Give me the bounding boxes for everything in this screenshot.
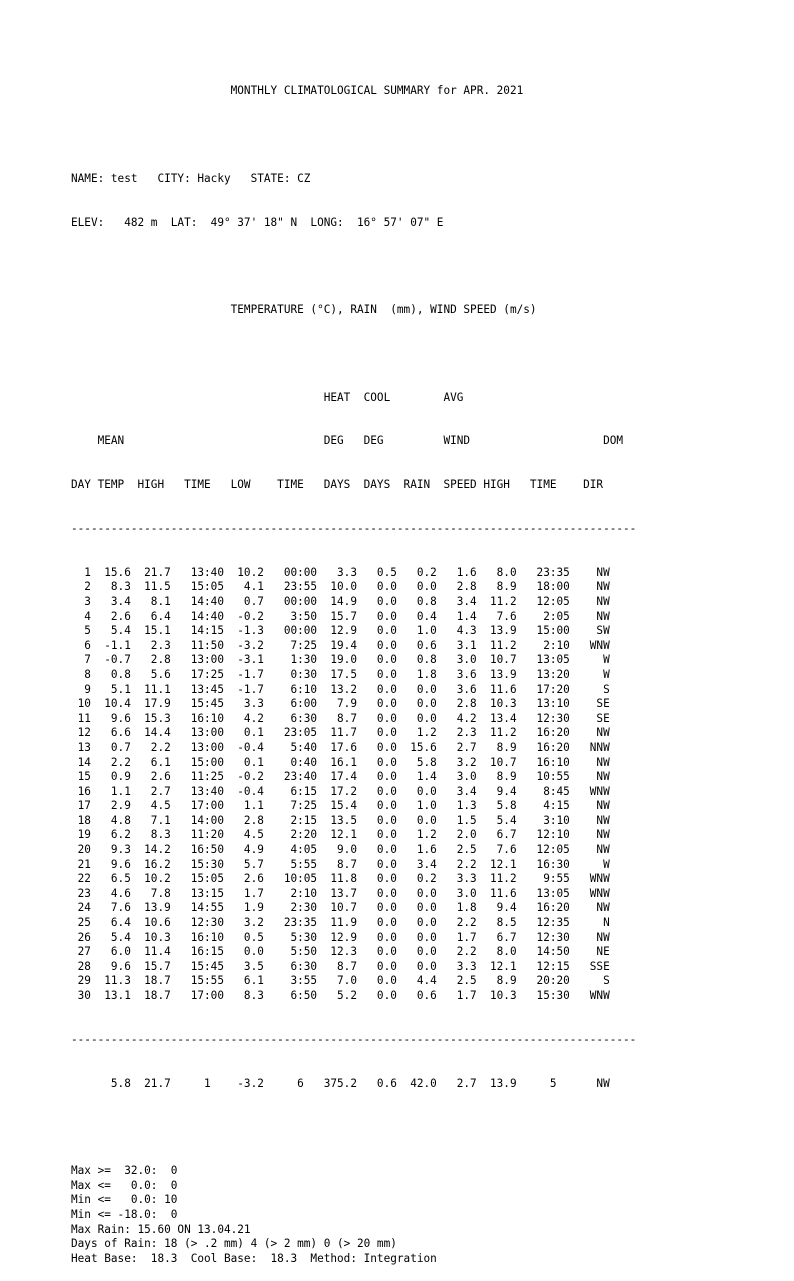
- footer-line: Max >= 32.0: 0: [71, 1164, 178, 1178]
- table-rule-bottom: -------------------------------------------------------------------------------------: [71, 1032, 637, 1046]
- footer-line: Days of Rain: 18 (> .2 mm) 4 (> 2 mm) 0 (> 20 mm): [71, 1237, 397, 1251]
- table-row: 2 8.3 11.5 15:05 4.1 23:55 10.0 0.0 0.0 2.8 8.9 18:00 NW: [71, 580, 610, 594]
- table-row: 3 3.4 8.1 14:40 0.7 00:00 14.9 0.0 0.8 3.4 11.2 12:05 NW: [71, 594, 610, 608]
- table-row: 1 15.6 21.7 13:40 10.2 00:00 3.3 0.5 0.2 1.6 8.0 23:35 NW: [71, 565, 610, 579]
- table-row: 5 5.4 15.1 14:15 -1.3 00:00 12.9 0.0 1.0 4.3 13.9 15:00 SW: [71, 624, 610, 638]
- table-row: 29 11.3 18.7 15:55 6.1 3:55 7.0 0.0 4.4 2.5 8.9 20:20 S: [71, 974, 610, 988]
- table-row: 20 9.3 14.2 16:50 4.9 4:05 9.0 0.0 1.6 2.5 7.6 12:05 NW: [71, 843, 610, 857]
- table-row: 8 0.8 5.6 17:25 -1.7 0:30 17.5 0.0 1.8 3.6 13.9 13:20 W: [71, 667, 610, 681]
- table-row: 26 5.4 10.3 16:10 0.5 5:30 12.9 0.0 0.0 1.7 6.7 12:30 NW: [71, 930, 610, 944]
- table-row: 17 2.9 4.5 17:00 1.1 7:25 15.4 0.0 1.0 1.3 5.8 4:15 NW: [71, 799, 610, 813]
- table-row: 6 -1.1 2.3 11:50 -3.2 7:25 19.4 0.0 0.6 3.1 11.2 2:10 WNW: [71, 638, 610, 652]
- table-header-line: DAY TEMP HIGH TIME LOW TIME DAYS DAYS RAIN SPEED HIGH TIME DIR: [71, 478, 604, 492]
- table-row: 21 9.6 16.2 15:30 5.7 5:55 8.7 0.0 3.4 2.2 12.1 16:30 W: [71, 857, 610, 871]
- table-header-line: MEAN DEG DEG WIND DOM: [71, 434, 624, 448]
- table-row: 23 4.6 7.8 13:15 1.7 2:10 13.7 0.0 0.0 3.0 11.6 13:05 WNW: [71, 886, 610, 900]
- climatological-report: [71, 55, 636, 1281]
- blank-line: [71, 128, 636, 143]
- units-line: TEMPERATURE (°C), RAIN (mm), WIND SPEED (m/s): [71, 303, 537, 317]
- table-row: 15 0.9 2.6 11:25 -0.2 23:40 17.4 0.0 1.4 3.0 8.9 10:55 NW: [71, 770, 610, 784]
- table-header-line: HEAT COOL AVG: [71, 390, 464, 404]
- table-row: 27 6.0 11.4 16:15 0.0 5:50 12.3 0.0 0.0 2.2 8.0 14:50 NE: [71, 945, 610, 959]
- footer-line: Max Rain: 15.60 ON 13.04.21: [71, 1222, 251, 1236]
- table-row: 18 4.8 7.1 14:00 2.8 2:15 13.5 0.0 0.0 1.5 5.4 3:10 NW: [71, 813, 610, 827]
- table-row: 11 9.6 15.3 16:10 4.2 6:30 8.7 0.0 0.0 4.2 13.4 12:30 SE: [71, 711, 610, 725]
- table-row: 25 6.4 10.6 12:30 3.2 23:35 11.9 0.0 0.0 2.2 8.5 12:35 N: [71, 916, 610, 930]
- daily-rows: [71, 566, 636, 1004]
- table-rule-top: -------------------------------------------------------------------------------------: [71, 522, 637, 535]
- blank-line: [71, 347, 636, 362]
- table-row: 13 0.7 2.2 13:00 -0.4 5:40 17.6 0.0 15.6 2.7 8.9 16:20 NNW: [71, 740, 610, 754]
- table-row: 19 6.2 8.3 11:20 4.5 2:20 12.1 0.0 1.2 2.0 6.7 12:10 NW: [71, 828, 610, 842]
- table-row: 14 2.2 6.1 15:00 0.1 0:40 16.1 0.0 5.8 3.2 10.7 16:10 NW: [71, 755, 610, 769]
- table-row: 4 2.6 6.4 14:40 -0.2 3:50 15.7 0.0 0.4 1.4 7.6 2:05 NW: [71, 609, 610, 623]
- summary-row: 5.8 21.7 1 -3.2 6 375.2 0.6 42.0 2.7 13.9 5 NW: [71, 1076, 610, 1090]
- table-row: 10 10.4 17.9 15:45 3.3 6:00 7.9 0.0 0.0 2.8 10.3 13:10 SE: [71, 697, 610, 711]
- footer-line: Max <= 0.0: 0: [71, 1178, 178, 1192]
- footer-line: Min <= 0.0: 10: [71, 1193, 178, 1207]
- report-title: MONTHLY CLIMATOLOGICAL SUMMARY for APR. 2021: [71, 84, 524, 98]
- table-row: 7 -0.7 2.8 13:00 -3.1 1:30 19.0 0.0 0.8 3.0 10.7 13:05 W: [71, 653, 610, 667]
- table-row: 28 9.6 15.7 15:45 3.5 6:30 8.7 0.0 0.0 3.3 12.1 12:15 SSE: [71, 959, 610, 973]
- blank-line: [71, 259, 636, 274]
- table-row: 22 6.5 10.2 15:05 2.6 10:05 11.8 0.0 0.2 3.3 11.2 9:55 WNW: [71, 872, 610, 886]
- table-row: 16 1.1 2.7 13:40 -0.4 6:15 17.2 0.0 0.0 3.4 9.4 8:45 WNW: [71, 784, 610, 798]
- table-row: 24 7.6 13.9 14:55 1.9 2:30 10.7 0.0 0.0 1.8 9.4 16:20 NW: [71, 901, 610, 915]
- table-row: 30 13.1 18.7 17:00 8.3 6:50 5.2 0.0 0.6 1.7 10.3 15:30 WNW: [71, 989, 610, 1002]
- footer-stats: [71, 1164, 636, 1266]
- table-row: 9 5.1 11.1 13:45 -1.7 6:10 13.2 0.0 0.0 3.6 11.6 17:20 S: [71, 682, 610, 696]
- station-info-elev-lat-long: ELEV: 482 m LAT: 49° 37' 18" N LONG: 16° 57' 07" E: [71, 215, 444, 229]
- footer-line: Min <= -18.0: 0: [71, 1207, 178, 1221]
- table-row: 12 6.6 14.4 13:00 0.1 23:05 11.7 0.0 1.2 2.3 11.2 16:20 NW: [71, 726, 610, 740]
- station-info-name-city-state: NAME: test CITY: Hacky STATE: CZ: [71, 171, 311, 185]
- footer-line: Heat Base: 18.3 Cool Base: 18.3 Method: Integration: [71, 1251, 437, 1265]
